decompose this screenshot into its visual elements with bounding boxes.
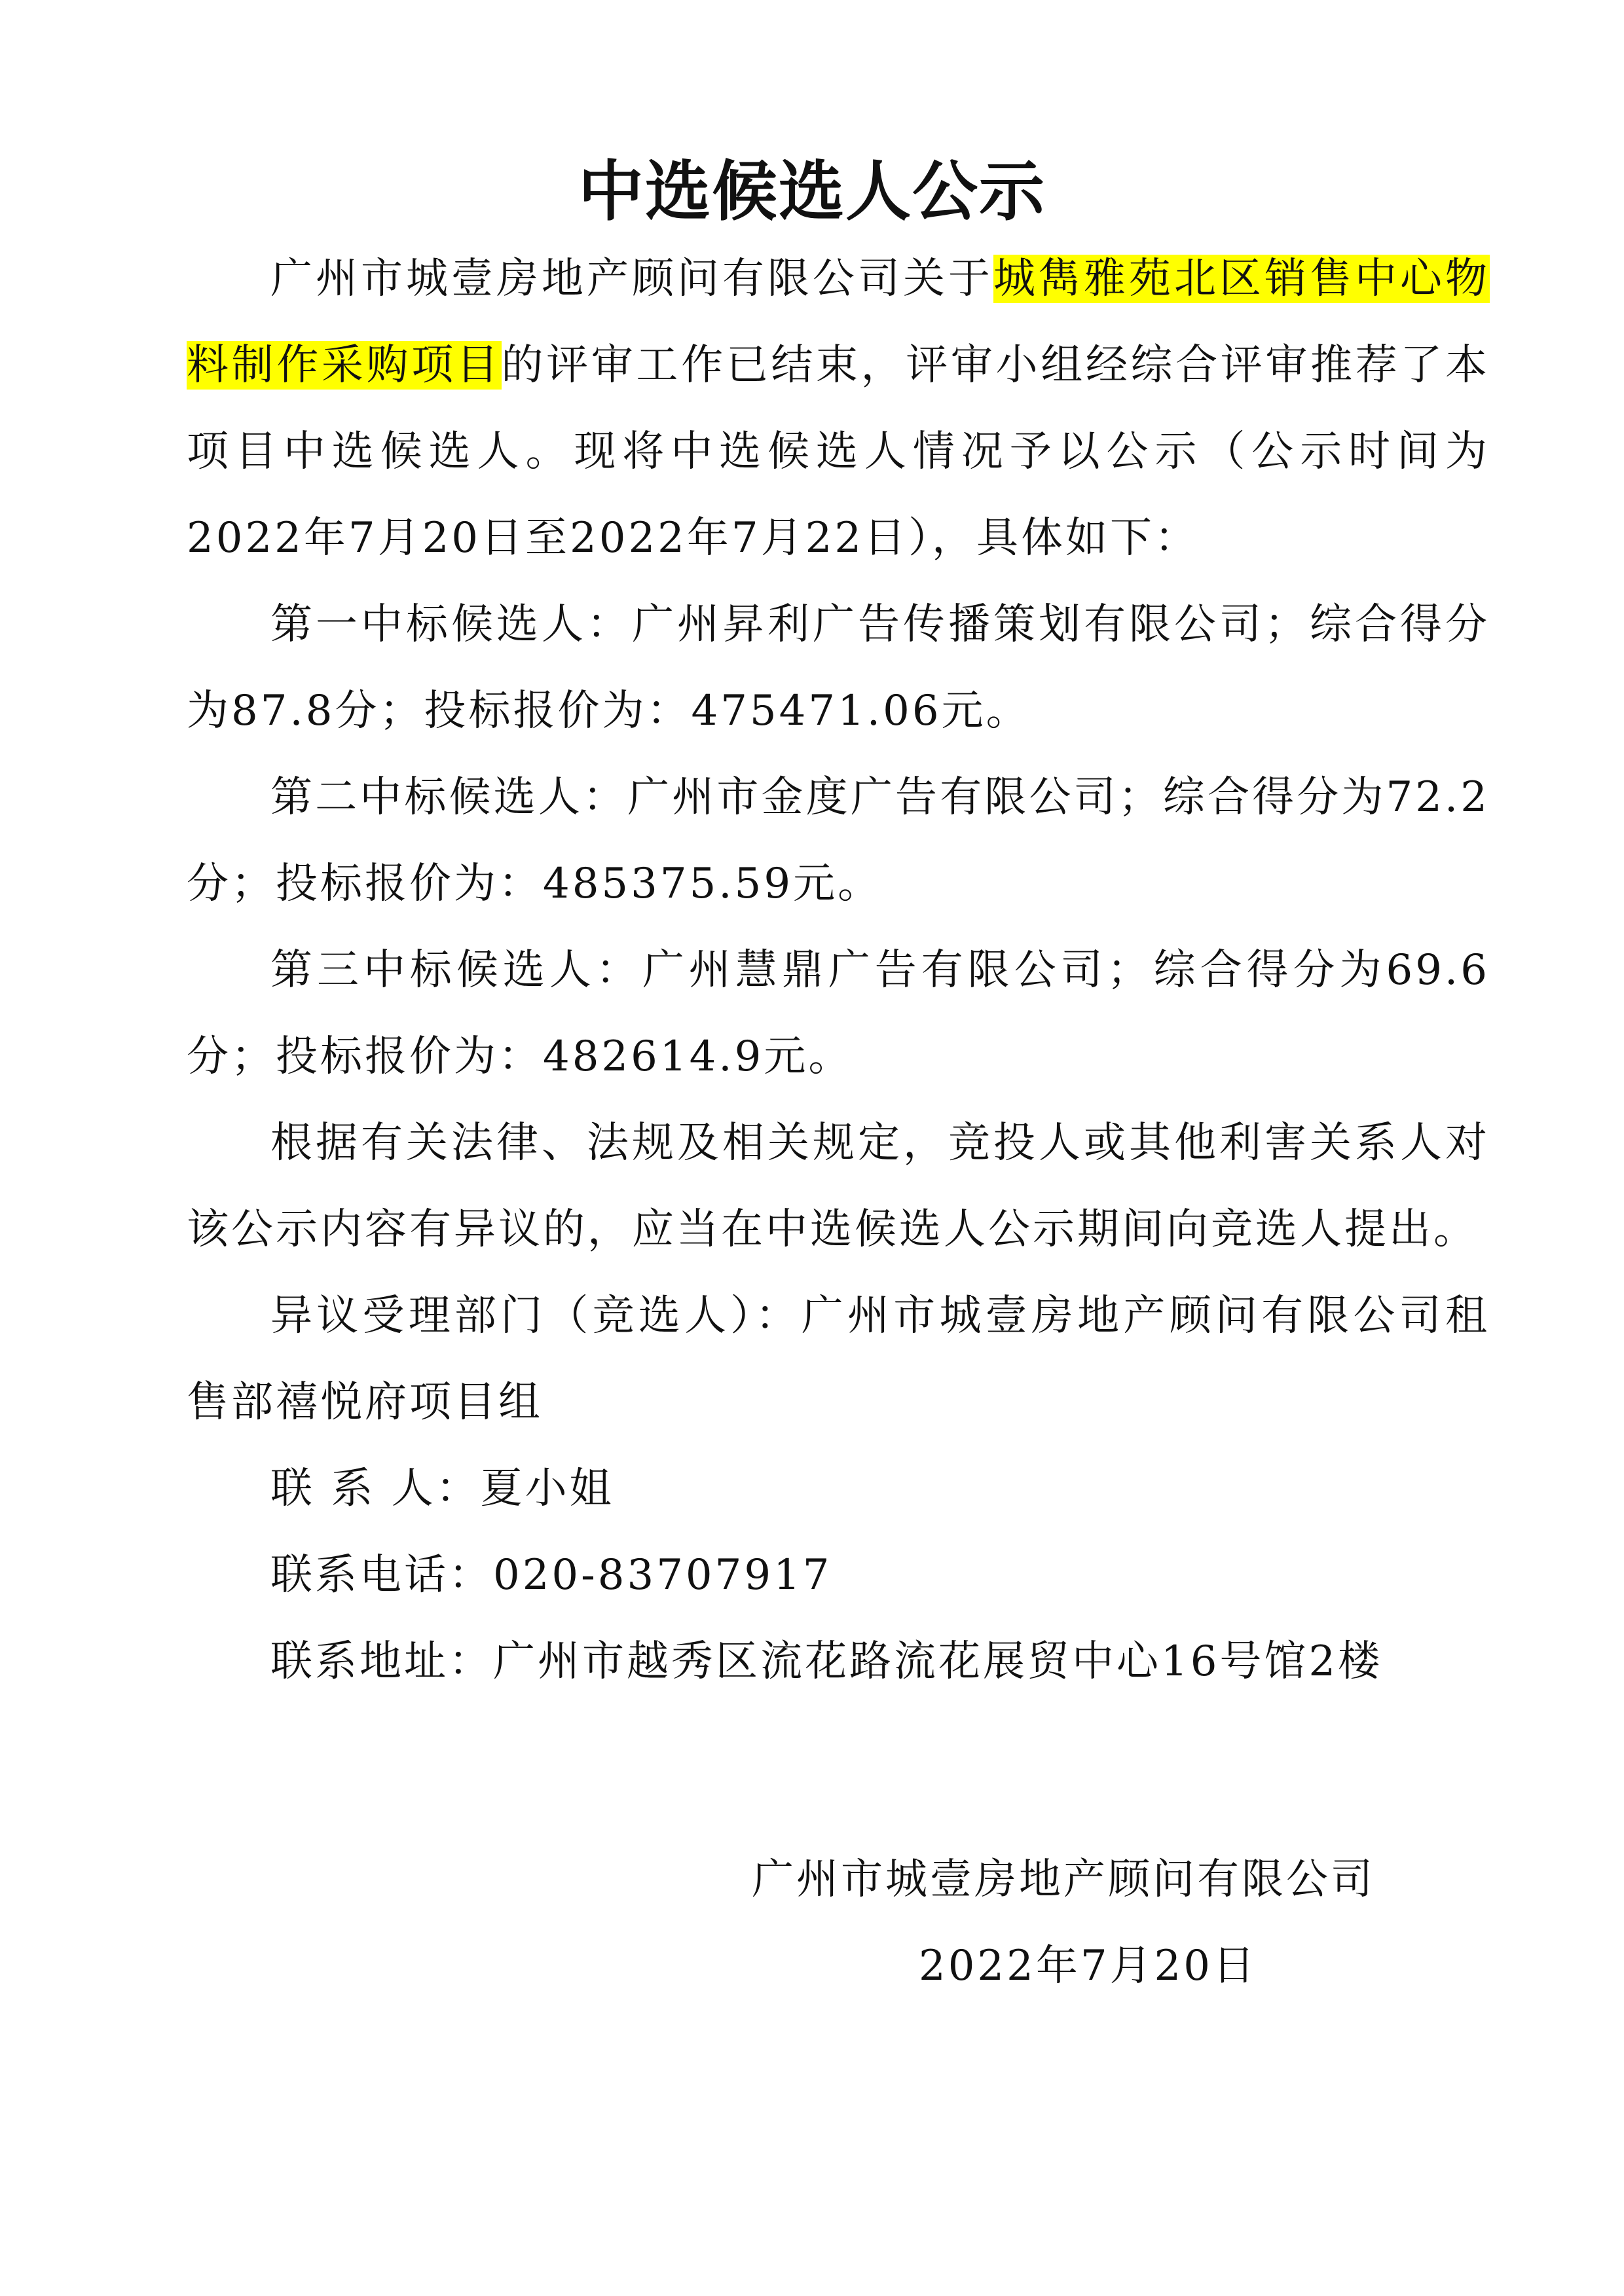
project-name-highlight: 城雋雅苑北区销售中心物料制作采购项目 (187, 255, 1490, 390)
signature-organization: 广州市城壹房地产顾问有限公司 (752, 1855, 1375, 1904)
signature-block (720, 1836, 1375, 2009)
candidate-second: 第二中标候选人：广州市金度广告有限公司；综合得分为72.2分；投标报价为：485375.59元。 (187, 773, 1490, 908)
contact-address: 联系地址：广州市越秀区流花路流花展贸中心16号馆2楼 (270, 1637, 1383, 1686)
objection-note: 根据有关法律、法规及相关规定，竞投人或其他利害关系人对该公示内容有异议的，应当在中选候选人公示期间向竞选人提出。 (187, 1119, 1490, 1254)
signature-date: 2022年7月20日 (918, 1942, 1257, 1990)
document-title: 中选候选人公示 (578, 153, 1046, 230)
intro-paragraph (187, 236, 1490, 581)
document-body (187, 236, 1490, 1705)
contact-person: 联 系 人：夏小姐 (270, 1465, 614, 1513)
candidate-third: 第三中标候选人：广州慧鼎广告有限公司；综合得分为69.6分；投标报价为：482614.9元。 (187, 946, 1490, 1081)
intro-text-part1: 广州市城壹房地产顾问有限公司关于 (270, 255, 993, 303)
intro-text-part2: 的评审工作已结束，评审小组经综合评审推荐了本项目中选候选人。现将中选候选人情况予以公示（公示时间为2022年7月20日至2022年7月22日），具体如下： (187, 341, 1490, 562)
contact-phone: 联系电话：020-83707917 (270, 1551, 832, 1599)
objection-department: 异议受理部门（竞选人）：广州市城壹房地产顾问有限公司租售部禧悦府项目组 (187, 1292, 1490, 1427)
candidate-first: 第一中标候选人：广州昇利广告传播策划有限公司；综合得分为87.8分；投标报价为：475471.06元。 (187, 600, 1490, 735)
